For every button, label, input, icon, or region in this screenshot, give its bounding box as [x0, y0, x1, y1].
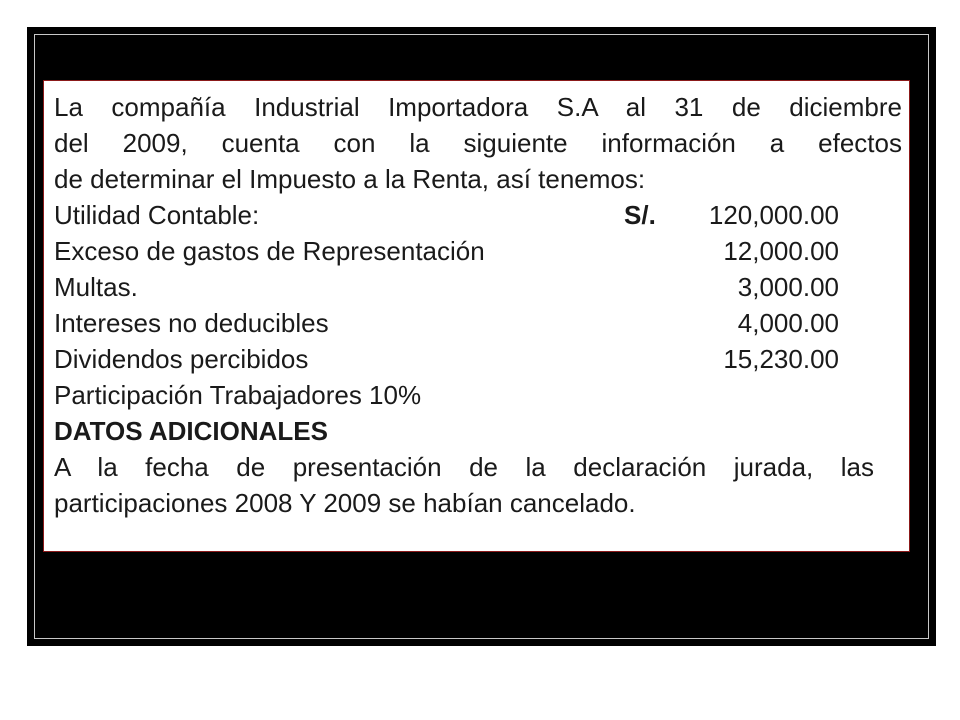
item-label-utilidad: Utilidad Contable:	[54, 200, 260, 230]
problem-text-box	[43, 80, 910, 552]
item-amount-exceso: 12,000.00	[723, 236, 839, 266]
item-amount-dividendos: 15,230.00	[723, 344, 839, 374]
additional-heading: DATOS ADICIONALES	[54, 416, 328, 446]
currency-symbol: S/.	[624, 200, 656, 230]
intro-line-3: de determinar el Impuesto a la Renta, así tenemos:	[54, 164, 646, 194]
intro-line-2: del 2009, cuenta con la siguiente información a efectos	[54, 128, 902, 158]
item-label-multas: Multas.	[54, 272, 138, 302]
item-amount-intereses: 4,000.00	[737, 308, 839, 338]
item-label-intereses: Intereses no deducibles	[54, 308, 329, 338]
item-amount-multas: 3,000.00	[737, 272, 839, 302]
additional-line-2: participaciones 2008 Y 2009 se habían cancelado.	[54, 488, 636, 518]
additional-line-1: A la fecha de presentación de la declaración jurada, las	[54, 452, 874, 482]
item-amount-utilidad: 120,000.00	[708, 200, 839, 230]
intro-line-1: La compañía Industrial Importadora S.A al 31 de diciembre	[54, 92, 902, 122]
item-label-participacion: Participación Trabajadores 10%	[54, 380, 422, 410]
item-label-exceso: Exceso de gastos de Representación	[54, 236, 485, 266]
item-label-dividendos: Dividendos percibidos	[54, 344, 309, 374]
